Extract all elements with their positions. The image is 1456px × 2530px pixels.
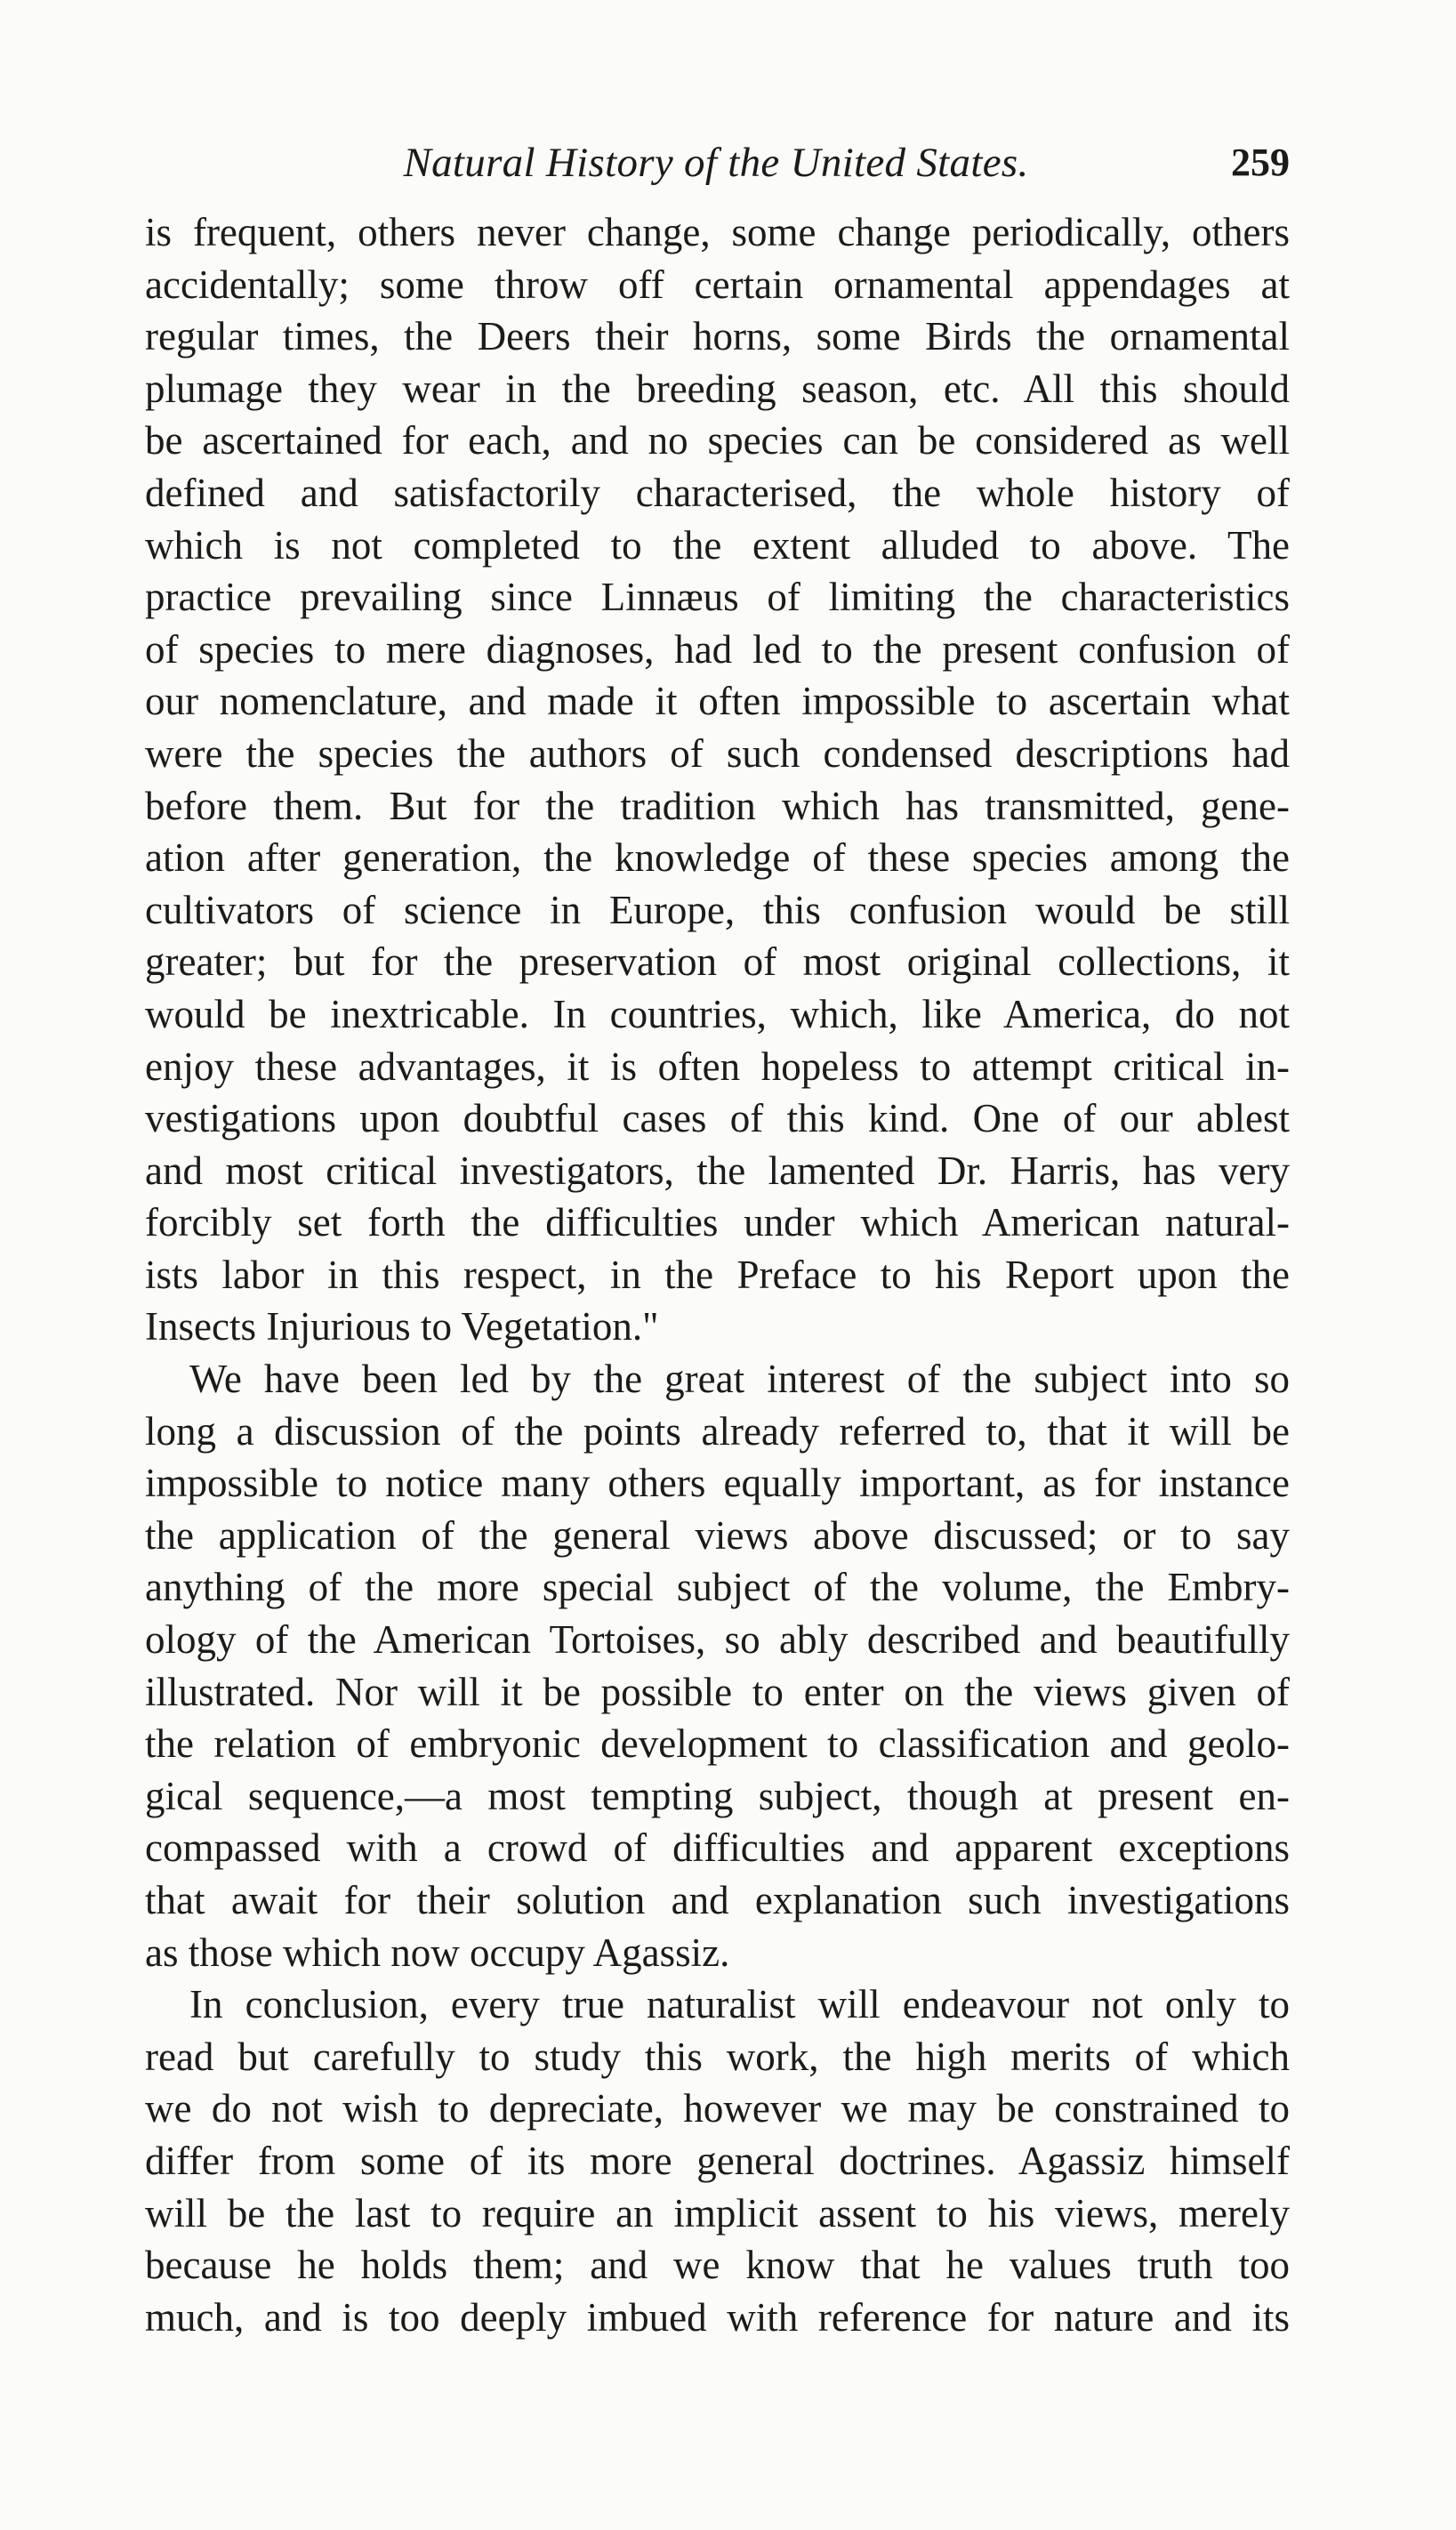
text-line: before them. But for the tradition which has transmitted, gene-: [145, 783, 1290, 828]
text-line: differ from some of its more general doctrines. Agassiz himself: [145, 2138, 1290, 2183]
text-line: read but carefully to study this work, the high merits of which: [145, 2034, 1290, 2079]
text-line: long a discussion of the points already referred to, that it will be: [145, 1408, 1290, 1454]
text-line: compassed with a crowd of difficulties and apparent exceptions: [145, 1825, 1290, 1871]
text-line: practice prevailing since Linnæus of limiting the characteristics: [145, 575, 1290, 620]
text-line: forcibly set forth the difficulties under which American natural-: [145, 1200, 1290, 1245]
text-line: enjoy these advantages, it is often hopeless to attempt critical in-: [145, 1043, 1290, 1089]
text-line: because he holds them; and we know that he values truth too: [145, 2243, 1290, 2288]
text-line: were the species the authors of such condensed descriptions had: [145, 730, 1290, 776]
text-line: and most critical investigators, the lamented Dr. Harris, has very: [145, 1148, 1290, 1193]
running-title: Natural History of the United States.: [403, 140, 1029, 186]
text-line: In conclusion, every true naturalist will endeavour not only to: [189, 1982, 1290, 2027]
text-line: of species to mere diagnoses, had led to the present confusion of: [145, 626, 1290, 672]
text-line: ists labor in this respect, in the Preface to his Report upon the: [145, 1252, 1290, 1297]
text-line: greater; but for the preservation of most original collections, it: [145, 939, 1290, 985]
text-line: the relation of embryonic development to classification and geolo-: [145, 1721, 1290, 1767]
body-text: [145, 206, 1290, 2343]
text-line: cultivators of science in Europe, this confusion would be still: [145, 887, 1290, 932]
text-line: accidentally; some throw off certain ornamental appendages at: [145, 262, 1290, 307]
text-line: will be the last to require an implicit assent to his views, merely: [145, 2190, 1290, 2236]
paragraph-1: [145, 206, 1290, 1353]
paragraph-3: [145, 1978, 1290, 2343]
text-line: plumage they wear in the breeding season, etc. All this should: [145, 366, 1290, 411]
text-line: which is not completed to the extent alluded to above. The: [145, 522, 1290, 568]
text-line: vestigations upon doubtful cases of this kind. One of our ablest: [145, 1096, 1290, 1141]
text-line: is frequent, others never change, some change periodically, others: [145, 210, 1290, 254]
text-line: impossible to notice many others equally important, as for instance: [145, 1461, 1290, 1506]
text-line: defined and satisfactorily characterised, the whole history of: [145, 470, 1290, 515]
text-line: illustrated. Nor will it be possible to enter on the views given of: [145, 1669, 1290, 1714]
text-line: be ascertained for each, and no species can be considered as well: [145, 418, 1290, 463]
text-line: as those which now occupy Agassiz.: [145, 1930, 730, 1975]
text-line: ation after generation, the knowledge of these species among the: [145, 835, 1290, 881]
text-line: our nomenclature, and made it often impossible to ascertain what: [145, 679, 1290, 724]
text-line: regular times, the Deers their horns, some Birds the ornamental: [145, 314, 1290, 359]
text-line: would be inextricable. In countries, which, like America, do not: [145, 991, 1290, 1036]
text-line: we do not wish to depreciate, however we may be constrained to: [145, 2086, 1290, 2131]
paragraph-2: [145, 1353, 1290, 1978]
text-line: much, and is too deeply imbued with reference for nature and its: [145, 2294, 1290, 2340]
text-line: gical sequence,—a most tempting subject, though at present en-: [145, 1773, 1290, 1818]
text-line: We have been led by the great interest of the subject into so: [189, 1357, 1290, 1402]
text-line: ology of the American Tortoises, so ably described and beautifully: [145, 1617, 1290, 1663]
text-line: anything of the more special subject of the volume, the Embry-: [145, 1565, 1290, 1610]
running-head: [142, 132, 1290, 194]
text-line: the application of the general views above discussed; or to say: [145, 1512, 1290, 1558]
text-line: that await for their solution and explanation such investigations: [145, 1878, 1290, 1922]
page-number: 259: [1231, 141, 1290, 184]
text-line: Insects Injurious to Vegetation.": [145, 1304, 659, 1350]
